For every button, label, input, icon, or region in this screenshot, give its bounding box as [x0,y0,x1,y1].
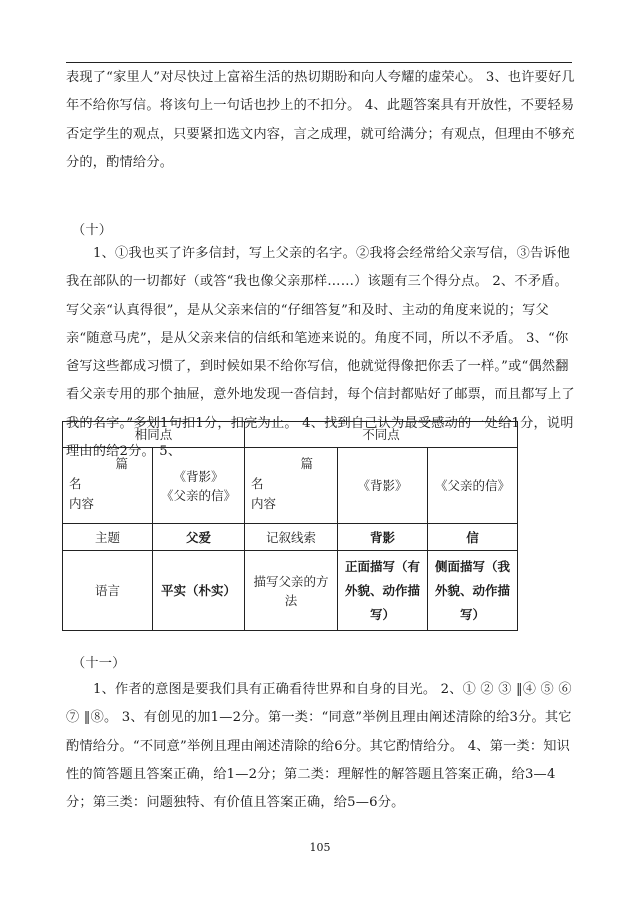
section-11-text: 1、作者的意图是要我们具有正确看待世界和自身的目光。 2、① ② ③ ‖④ ⑤ ⑥ ⑦ ‖⑧。 3、有创见的加1—2分。第一类：“同意”举例且理由阐述清除的给3分。其它酌情给分。“不同意”举例且理由阐述清除的给6分。其它酌情给分。 4、第一类：知识性的简答题且答案正确，给1—2分；第二类：理解性的解答题且答案正确，给3—4分；第三类：问题独特、有价值且答案正确，给5—6分。 [66,682,572,811]
paragraph-top: 表现了“家里人”对尽快过上富裕生活的热切期盼和向人夸耀的虚荣心。 3、也许要好几年不给你写信。将该句上一句话也抄上的不扣分。 4、此题答案具有开放性，不要轻易否定学生的观点，只要紧扣选文内容，言之成理，就可给满分；有观点，但理由不够充分的，酌情给分。 [66,70,575,170]
comparison-table [62,421,518,631]
diagonal-header-cell [63,448,153,524]
diag-mid: 名 [69,476,82,491]
diagonal-header-cell-2 [245,448,338,524]
section-10-heading: （十） [72,223,113,238]
section-11-heading: （十一） [72,656,126,671]
header-titles-cell [153,448,245,524]
row2-d: 侧面描写（我外貌、动作描写） [428,551,518,631]
row1-c: 背影 [338,524,428,551]
diag-top: 篇 [115,456,128,471]
header-rule [66,62,572,63]
diag2-top: 篇 [300,456,313,471]
diag2-mid: 名 [251,476,264,491]
row2-diff-label: 描写父亲的方法 [245,551,338,631]
diag2-bot: 内容 [251,496,277,511]
row1-diff-label: 记叙线索 [245,524,338,551]
row1-label: 主题 [63,524,153,551]
row2-same: 平实（朴实） [153,551,245,631]
row1-d: 信 [428,524,518,551]
row2-label: 语言 [63,551,153,631]
row1-same: 父爱 [153,524,245,551]
header-col-c: 《背影》 [338,448,428,524]
title-a: 《背影》 [173,468,224,484]
header-col-d: 《父亲的信》 [428,448,518,524]
page-number: 105 [309,841,331,854]
title-b: 《父亲的信》 [160,487,236,503]
section-10-text: 1、①我也买了许多信封，写上父亲的名字。②我将会经常给父亲写信，③告诉他我在部队的一切都好（或答“我也像父亲那样……）该题有三个得分点。 2、不矛盾。写父亲“认真得很”，是从父亲来信的“仔细答复”和及时、主动的角度来说的；写父亲“随意马虎”，是从父亲来信的信纸和笔迹来说的。角度不同，所以不矛盾。 3、“你爸写这些都成习惯了，到时候如果不给你写信，他就觉得像把你丢了一样。”或“偶然翻看父亲专用的那个抽屉，意外地发现一沓信封，每个信封都贴好了邮票，而且都写上了我的名字。”多划1句扣1分，扣完为止。 4、找到自己认为最受感动的一处给1分，说明理由的给2分。 5、 [66,246,575,460]
same-header: 相同点 [63,422,245,448]
diff-header: 不同点 [245,422,518,448]
row2-c: 正面描写（有外貌、动作描写） [338,551,428,631]
diag-bot: 内容 [69,496,95,511]
